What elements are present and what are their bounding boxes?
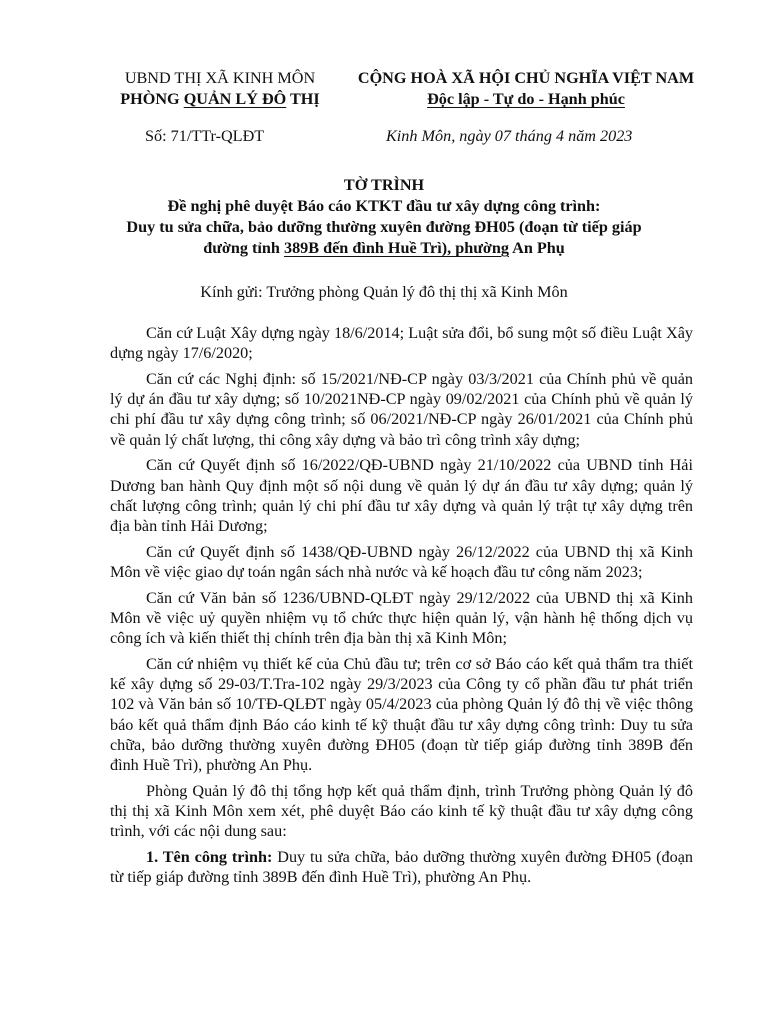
document-type-heading: TỜ TRÌNH	[343, 176, 425, 194]
paragraph-legal-basis-provincial-decision: Căn cứ Quyết định số 16/2022/QĐ-UBND ngày 21/10/2022 của UBND tỉnh Hải Dương ban hành Quy định một số nội dung về quản lý dự án đầu tư xây dựng; quản lý chất lượng công trình; quản lý chi phí đầu tư xây dựng và quản lý trật tự xây dựng trên địa bàn tỉnh Hải Dương;	[110, 456, 693, 536]
parent-agency-name: UBND THỊ XÃ KINH MÔN	[124, 69, 316, 87]
paragraph-legal-basis-authorization: Căn cứ Văn bản số 1236/UBND-QLĐT ngày 29/12/2022 của UBND thị xã Kinh Môn về việc uỷ quyền nhiệm vụ tổ chức thực hiện quản lý, vận hành hệ thống dịch vụ công ích và kiến thiết thị chính trên địa bàn thị xã Kinh Môn;	[110, 588, 693, 648]
item-project-name-label: 1. Tên công trình:	[146, 848, 273, 867]
national-motto: Độc lập - Tự do - Hạnh phúc	[427, 90, 625, 108]
issuing-department-name: PHÒNG QUẢN LÝ ĐÔ THỊ	[120, 90, 320, 108]
paragraph-submission: Phòng Quản lý đô thị tổng hợp kết quả thẩm định, trình Trưởng phòng Quản lý đô thị thị xã Kinh Môn xem xét, phê duyệt Báo cáo kinh tế kỹ thuật đầu tư xây dựng công trình, với các nội dung sau:	[110, 781, 693, 841]
title-line-1: Đề nghị phê duyệt Báo cáo KTKT đầu tư xây dựng công trình:	[167, 197, 601, 215]
recipient-line: Kính gửi: Trưởng phòng Quản lý đô thị thị xã Kinh Môn	[200, 283, 568, 301]
document-date: Kinh Môn, ngày 07 tháng 4 năm 2023	[386, 127, 633, 145]
issuing-agency-header	[104, 68, 336, 110]
paragraph-appraisal-basis: Căn cứ nhiệm vụ thiết kế của Chủ đầu tư; trên cơ sở Báo cáo kết quả thẩm tra thiết kế xây dựng số 29-03/T.Tra-102 ngày 29/3/2023 của Công ty cổ phần đầu tư phát triển 102 và Văn bản số 10/TĐ-QLĐT ngày 05/4/2023 của phòng Quản lý đô thị về việc thông báo kết quả thẩm định Báo cáo kinh tế kỹ thuật đầu tư xây dựng công trình: Duy tu sửa chữa, bảo dưỡng thường xuyên đường ĐH05 (đoạn từ tiếp giáp đường tỉnh 389B đến đình Huề Trì), phường An Phụ.	[110, 655, 693, 775]
item-project-name	[110, 847, 693, 887]
paragraph-legal-basis-decrees: Căn cứ các Nghị định: số 15/2021/NĐ-CP ngày 03/3/2021 của Chính phủ về quản lý dự án đầu tư xây dựng; số 10/2021NĐ-CP ngày 09/02/2021 của Chính phủ về quản lý chi phí đầu tư xây dựng công trình; số 06/2021/NĐ-CP ngày 26/01/2021 của Chính phủ về quản lý chất lượng, thi công xây dựng và bảo trì công trình xây dựng;	[110, 370, 693, 449]
document-number: Số: 71/TTr-QLĐT	[145, 127, 265, 145]
title-line-3: đường tỉnh 389B đến đình Huề Trì), phường An Phụ	[203, 239, 565, 257]
document-title	[90, 175, 678, 259]
document-body	[110, 323, 693, 893]
national-motto-header	[346, 68, 706, 110]
title-line-2: Duy tu sửa chữa, bảo dưỡng thường xuyên đường ĐH05 (đoạn từ tiếp giáp	[126, 218, 642, 236]
item-project-name-text: Duy tu sửa chữa, bảo dưỡng thường xuyên đường ĐH05 (đoạn từ tiếp giáp đường tỉnh 389B đến đình Huề Trì), phường An Phụ.	[110, 848, 693, 887]
paragraph-legal-basis-budget-decision: Căn cứ Quyết định số 1438/QĐ-UBND ngày 26/12/2022 của UBND thị xã Kinh Môn về việc giao dự toán ngân sách nhà nước và kế hoạch đầu tư công năm 2023;	[110, 542, 693, 582]
country-name: CỘNG HOÀ XÃ HỘI CHỦ NGHĨA VIỆT NAM	[357, 69, 695, 87]
paragraph-legal-basis-law: Căn cứ Luật Xây dựng ngày 18/6/2014; Luật sửa đổi, bổ sung một số điều Luật Xây dựng ngày 17/6/2020;	[110, 324, 693, 363]
